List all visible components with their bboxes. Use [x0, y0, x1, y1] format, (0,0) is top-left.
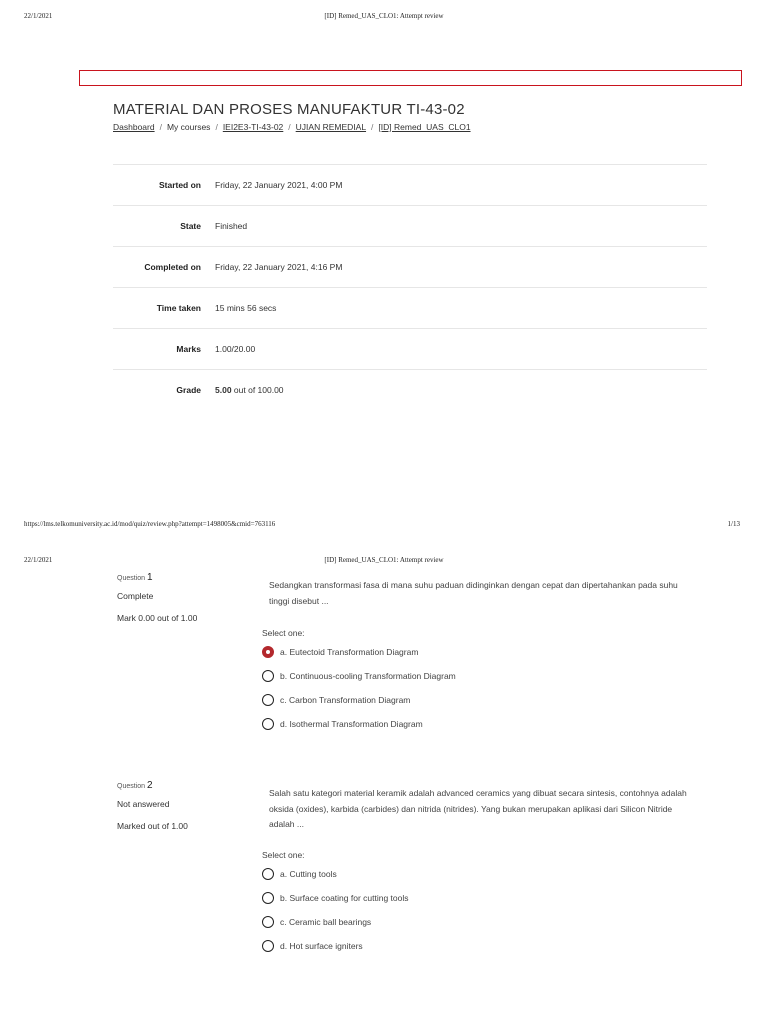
question-number: 2: [146, 780, 153, 791]
breadcrumb-my-courses: My courses: [166, 122, 211, 132]
summary-row-time: [113, 287, 707, 328]
summary-value: 15 mins 56 secs: [215, 303, 277, 313]
attempt-summary-table: [113, 164, 707, 410]
radio-icon[interactable]: [262, 670, 274, 682]
summary-label: Marks: [176, 344, 201, 354]
summary-row-started: [113, 164, 707, 205]
summary-value: 1.00/20.00: [215, 344, 256, 354]
option-b[interactable]: [262, 886, 409, 910]
option-d[interactable]: [262, 712, 456, 736]
summary-row-completed: [113, 246, 707, 287]
question-label: Question: [117, 575, 146, 582]
breadcrumb-section[interactable]: UJIAN REMEDIAL: [295, 122, 367, 132]
summary-label: Completed on: [144, 262, 201, 272]
question-2-options: [262, 862, 409, 958]
option-c[interactable]: [262, 688, 456, 712]
breadcrumb: Dashboard / My courses / IEI2E3-TI-43-02 / UJIAN REMEDIAL / [ID] Remed_UAS_CLO1: [113, 122, 471, 132]
select-one-label: Select one:: [262, 850, 305, 860]
question-2-text: Salah satu kategori material keramik adalah advanced ceramics yang dibuat secara sintesis, contohnya adalah oksida (oxides), karbida (carbides) dan nitrida (nitrides). Yang bukan merupakan aplikasi dari Silicon Nitride adalah ...: [269, 788, 687, 829]
option-label: c. Ceramic ball bearings: [280, 917, 372, 927]
radio-icon[interactable]: [262, 940, 274, 952]
page-title: MATERIAL DAN PROSES MANUFAKTUR TI-43-02: [113, 101, 465, 118]
question-mark: Marked out of 1.00: [117, 821, 188, 831]
question-1-info: [117, 572, 197, 623]
radio-icon[interactable]: [262, 916, 274, 928]
print-title: [ID] Remed_UAS_CLO1: Attempt review: [324, 556, 444, 564]
radio-icon[interactable]: [262, 694, 274, 706]
breadcrumb-quiz[interactable]: [ID] Remed_UAS_CLO1: [378, 122, 471, 132]
question-1-options: [262, 640, 456, 736]
option-b[interactable]: [262, 664, 456, 688]
summary-row-state: [113, 205, 707, 246]
option-d[interactable]: [262, 934, 409, 958]
option-label: b. Surface coating for cutting tools: [280, 893, 409, 903]
option-label: a. Cutting tools: [280, 869, 337, 879]
option-label: a. Eutectoid Transformation Diagram: [280, 647, 419, 657]
question-mark: Mark 0.00 out of 1.00: [117, 613, 198, 623]
summary-label: Grade: [176, 385, 201, 395]
question-state: Complete: [117, 591, 154, 601]
summary-row-grade: [113, 369, 707, 410]
summary-value: [215, 385, 284, 395]
breadcrumb-course[interactable]: IEI2E3-TI-43-02: [222, 122, 284, 132]
breadcrumb-dashboard[interactable]: Dashboard: [113, 122, 155, 132]
option-label: c. Carbon Transformation Diagram: [280, 695, 411, 705]
option-label: d. Isothermal Transformation Diagram: [280, 719, 423, 729]
option-c[interactable]: [262, 910, 409, 934]
question-number: 1: [146, 572, 153, 583]
summary-label: State: [180, 221, 201, 231]
question-1-text: Sedangkan transformasi fasa di mana suhu paduan didinginkan dengan cepat dan dipertahankan pada suhu tinggi disebut ...: [269, 580, 678, 606]
summary-value: Finished: [215, 221, 248, 231]
select-one-label: Select one:: [262, 628, 305, 638]
summary-label: Time taken: [156, 303, 201, 313]
summary-value: Friday, 22 January 2021, 4:16 PM: [215, 262, 343, 272]
print-date: 22/1/2021: [24, 556, 53, 564]
summary-row-marks: [113, 328, 707, 369]
header-frame: [79, 70, 742, 86]
question-state: Not answered: [117, 799, 170, 809]
option-label: b. Continuous-cooling Transformation Diagram: [280, 671, 456, 681]
grade-score: 5.00: [215, 385, 232, 395]
print-date: 22/1/2021: [24, 12, 53, 20]
option-a[interactable]: [262, 862, 409, 886]
grade-out-of: out of 100.00: [231, 385, 284, 395]
radio-icon[interactable]: [262, 718, 274, 730]
question-label: Question: [117, 783, 146, 790]
option-a[interactable]: [262, 640, 456, 664]
summary-value: Friday, 22 January 2021, 4:00 PM: [215, 180, 343, 190]
summary-label: Started on: [158, 180, 201, 190]
option-label: d. Hot surface igniters: [280, 941, 363, 951]
radio-checked-icon[interactable]: [262, 646, 274, 658]
print-page-number: 1/13: [727, 520, 740, 528]
print-title: [ID] Remed_UAS_CLO1: Attempt review: [324, 12, 444, 20]
radio-icon[interactable]: [262, 868, 274, 880]
radio-icon[interactable]: [262, 892, 274, 904]
question-2-info: [117, 780, 188, 831]
print-url: https://lms.telkomuniversity.ac.id/mod/quiz/review.php?attempt=1498005&cmid=763116: [24, 520, 276, 528]
